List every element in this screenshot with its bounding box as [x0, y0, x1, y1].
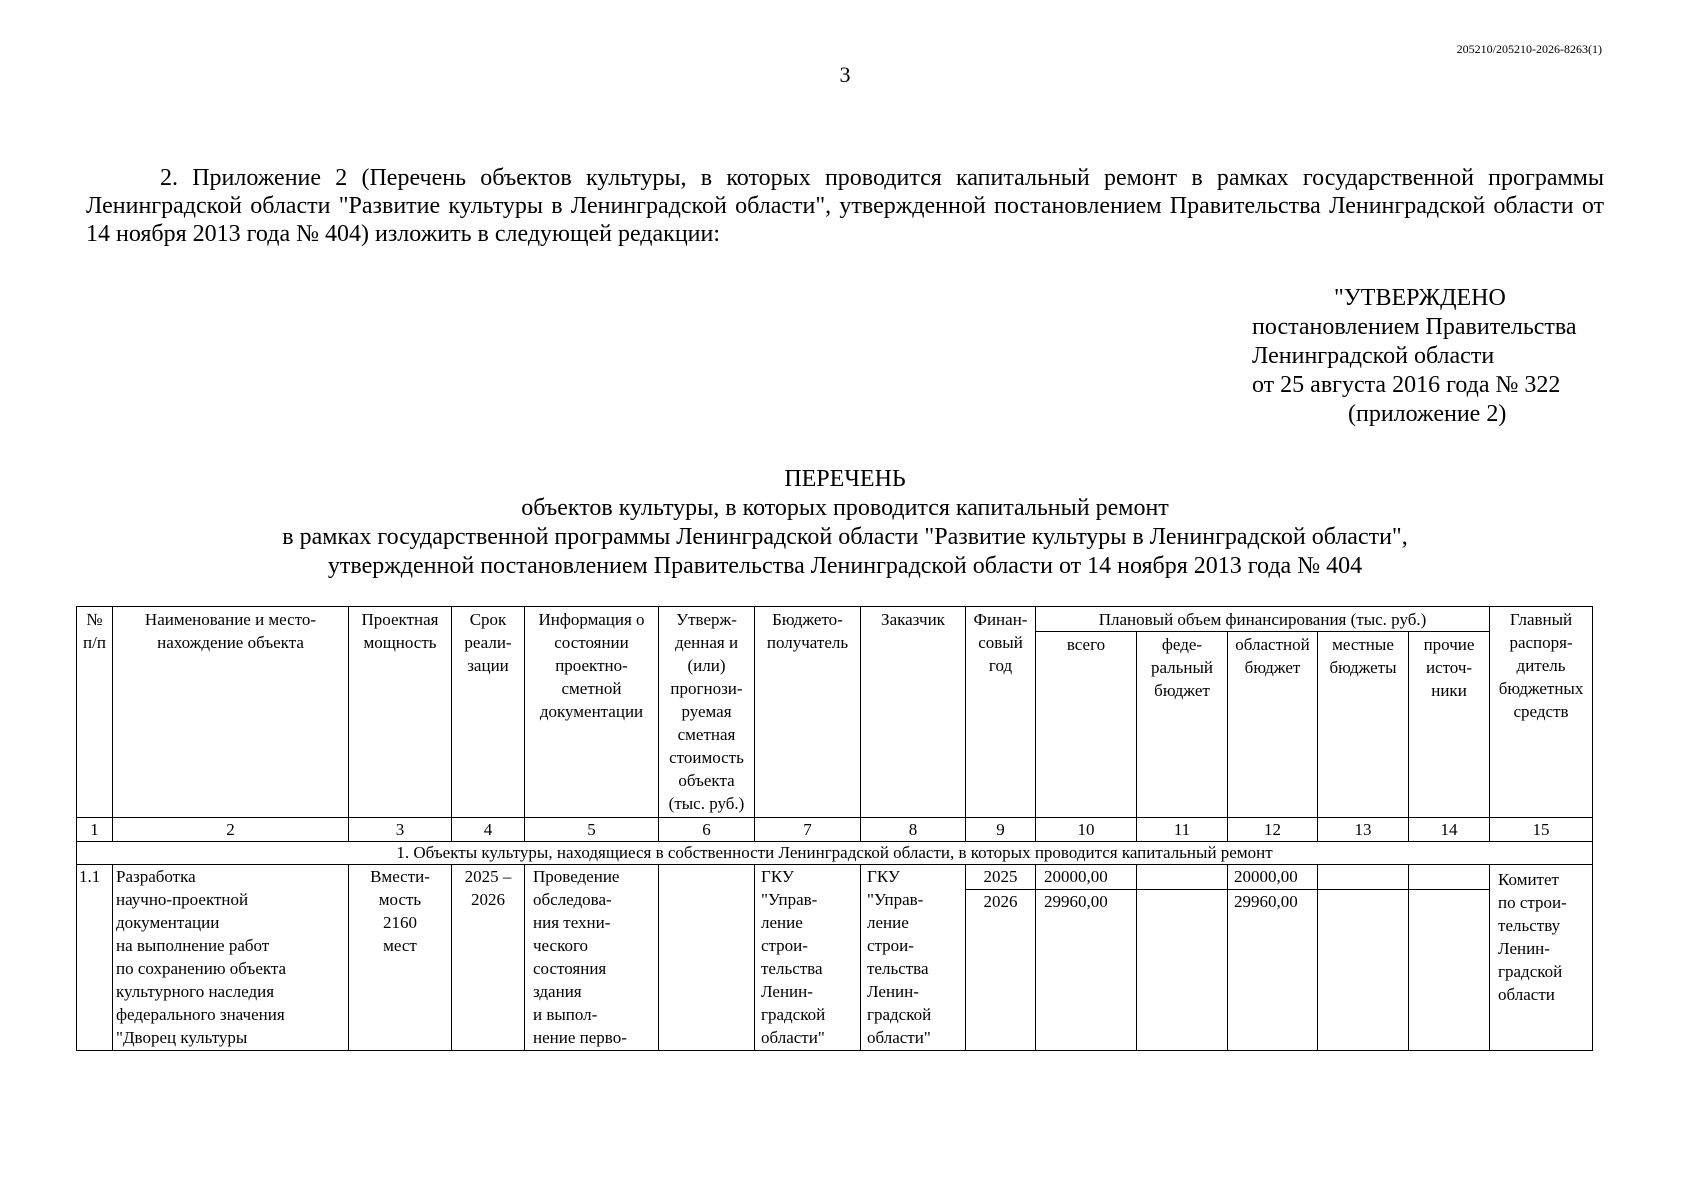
capacity-line: мест [383, 936, 417, 955]
objects-table [76, 606, 1593, 1051]
column-number: 12 [1228, 818, 1318, 842]
table-row [77, 865, 1593, 890]
name-line: на выполнение работ [116, 936, 270, 955]
name-line: по сохранению объекта [116, 959, 287, 978]
recipient-line: Ленин- [761, 982, 813, 1001]
customer-line: ление [867, 913, 909, 932]
approval-line: постановлением Правительства [1252, 314, 1577, 340]
header-term: Срок реали-зации [452, 607, 525, 818]
name-line: культурного наследия [116, 982, 275, 1001]
recipient-line: области" [761, 1028, 825, 1047]
info-line: состояния [533, 959, 607, 978]
document-title [0, 464, 1690, 581]
column-number: 14 [1409, 818, 1490, 842]
customer-line: области" [867, 1028, 931, 1047]
approval-line: Ленинградской области [1252, 343, 1495, 369]
document-id: 205210/205210-2026-8263(1) [1456, 42, 1602, 56]
row-num: 1.1 [77, 865, 113, 1051]
name-line: "Дворец культуры [116, 1028, 248, 1047]
column-number: 15 [1490, 818, 1593, 842]
header-recipient: Бюджето-получатель [755, 607, 861, 818]
header-fin-year: Финан-совый год [966, 607, 1036, 818]
header-capacity: Проектная мощность [349, 607, 452, 818]
row-customer [861, 865, 966, 1051]
fin-total: 20000,00 [1036, 865, 1137, 890]
recipient-line: тельства [761, 959, 823, 978]
name-line: документации [116, 913, 220, 932]
manager-line: области [1498, 985, 1555, 1004]
column-number: 13 [1318, 818, 1409, 842]
info-line: здания [533, 982, 582, 1001]
column-number: 4 [452, 818, 525, 842]
row-manager [1490, 865, 1593, 1051]
recipient-line: "Управ- [761, 890, 818, 909]
row-info [525, 865, 659, 1051]
title-main: ПЕРЕЧЕНЬ [784, 466, 906, 492]
customer-line: Ленин- [867, 982, 919, 1001]
row-recipient [755, 865, 861, 1051]
fin-regional: 29960,00 [1228, 890, 1318, 1051]
manager-line: тельству [1498, 916, 1561, 935]
header-manager: Главный распоря-дитель бюджетных средств [1490, 607, 1593, 818]
row-term [452, 865, 525, 1051]
section-row [77, 842, 1593, 865]
header-funding-group: Плановый объем финансирования (тыс. руб.) [1036, 607, 1490, 632]
header-federal: феде-ральный бюджет [1137, 632, 1228, 818]
row-capacity [349, 865, 452, 1051]
manager-line: Комитет [1498, 870, 1559, 889]
fin-federal [1137, 865, 1228, 890]
column-number: 2 [113, 818, 349, 842]
fin-regional: 20000,00 [1228, 865, 1318, 890]
header-local: местные бюджеты [1318, 632, 1409, 818]
column-number: 6 [659, 818, 755, 842]
header-customer: Заказчик [861, 607, 966, 818]
info-line: и выпол- [533, 1005, 598, 1024]
name-line: Разработка [116, 867, 196, 886]
title-line: утвержденной постановлением Правительства Ленинградской области от 14 ноября 2013 года № 404 [327, 553, 1363, 579]
info-line: нение перво- [533, 1028, 627, 1047]
manager-line: градской [1498, 962, 1563, 981]
header-total: всего [1036, 632, 1137, 818]
name-line: федерального значения [116, 1005, 285, 1024]
approval-line: (приложение 2) [1348, 401, 1507, 427]
page-number: 3 [839, 62, 851, 87]
customer-line: градской [867, 1005, 932, 1024]
customer-line: "Управ- [867, 890, 924, 909]
column-number: 1 [77, 818, 113, 842]
capacity-line: Вмести- [370, 867, 430, 886]
column-number: 10 [1036, 818, 1137, 842]
fin-year: 2026 [966, 890, 1036, 1051]
title-line: в рамках государственной программы Ленинградской области "Развитие культуры в Ленинградской области", [282, 524, 1408, 550]
header-num: № п/п [77, 607, 113, 818]
header-name: Наименование и место-нахождение объекта [113, 607, 349, 818]
info-line: ния техни- [533, 913, 611, 932]
term-line: 2025 – [464, 867, 512, 886]
row-cost [659, 865, 755, 1051]
manager-line: по строи- [1498, 893, 1567, 912]
title-line: объектов культуры, в которых проводится капитальный ремонт [521, 495, 1169, 521]
header-regional: областной бюджет [1228, 632, 1318, 818]
recipient-line: ГКУ [761, 867, 794, 886]
name-line: научно-проектной [116, 890, 249, 909]
column-number: 8 [861, 818, 966, 842]
customer-line: тельства [867, 959, 929, 978]
fin-federal [1137, 890, 1228, 1051]
column-number-row [77, 818, 1593, 842]
customer-line: строи- [867, 936, 914, 955]
customer-line: ГКУ [867, 867, 900, 886]
header-cost: Утверж-денная и (или) прогнози-руемая сметная стоимость объекта (тыс. руб.) [659, 607, 755, 818]
intro-paragraph: 2. Приложение 2 (Перечень объектов культуры, в которых проводится капитальный ремонт в рамках государственной программы Ленинградской области "Развитие культуры в Ленинградской области", утвержденной постановлением Правительства Ленинградской области от 14 ноября 2013 года № 404) изложить в следующей редакции: [86, 165, 1604, 247]
fin-local [1318, 890, 1409, 1051]
manager-line: Ленин- [1498, 939, 1550, 958]
section-title: 1. Объекты культуры, находящиеся в собственности Ленинградской области, в которых проводится капитальный ремонт [77, 842, 1593, 865]
fin-total: 29960,00 [1036, 890, 1137, 1051]
column-number: 5 [525, 818, 659, 842]
row-name [113, 865, 349, 1051]
column-number: 11 [1137, 818, 1228, 842]
header-other: прочие источ-ники [1409, 632, 1490, 818]
column-number: 9 [966, 818, 1036, 842]
column-number: 7 [755, 818, 861, 842]
capacity-line: мость [378, 890, 422, 909]
approval-line: от 25 августа 2016 года № 322 [1252, 372, 1561, 398]
recipient-line: строи- [761, 936, 808, 955]
recipient-line: градской [761, 1005, 826, 1024]
header-info: Информация о состоянии проектно-сметной документации [525, 607, 659, 818]
info-line: обследова- [533, 890, 612, 909]
fin-year: 2025 [966, 865, 1036, 890]
approval-stamp [1252, 284, 1612, 429]
capacity-line: 2160 [383, 913, 417, 932]
term-line: 2026 [471, 890, 505, 909]
fin-other [1409, 865, 1490, 890]
info-line: ческого [533, 936, 589, 955]
recipient-line: ление [761, 913, 803, 932]
info-line: Проведение [533, 867, 620, 886]
approval-line: "УТВЕРЖДЕНО [1334, 285, 1506, 311]
column-number: 3 [349, 818, 452, 842]
fin-local [1318, 865, 1409, 890]
fin-other [1409, 890, 1490, 1051]
